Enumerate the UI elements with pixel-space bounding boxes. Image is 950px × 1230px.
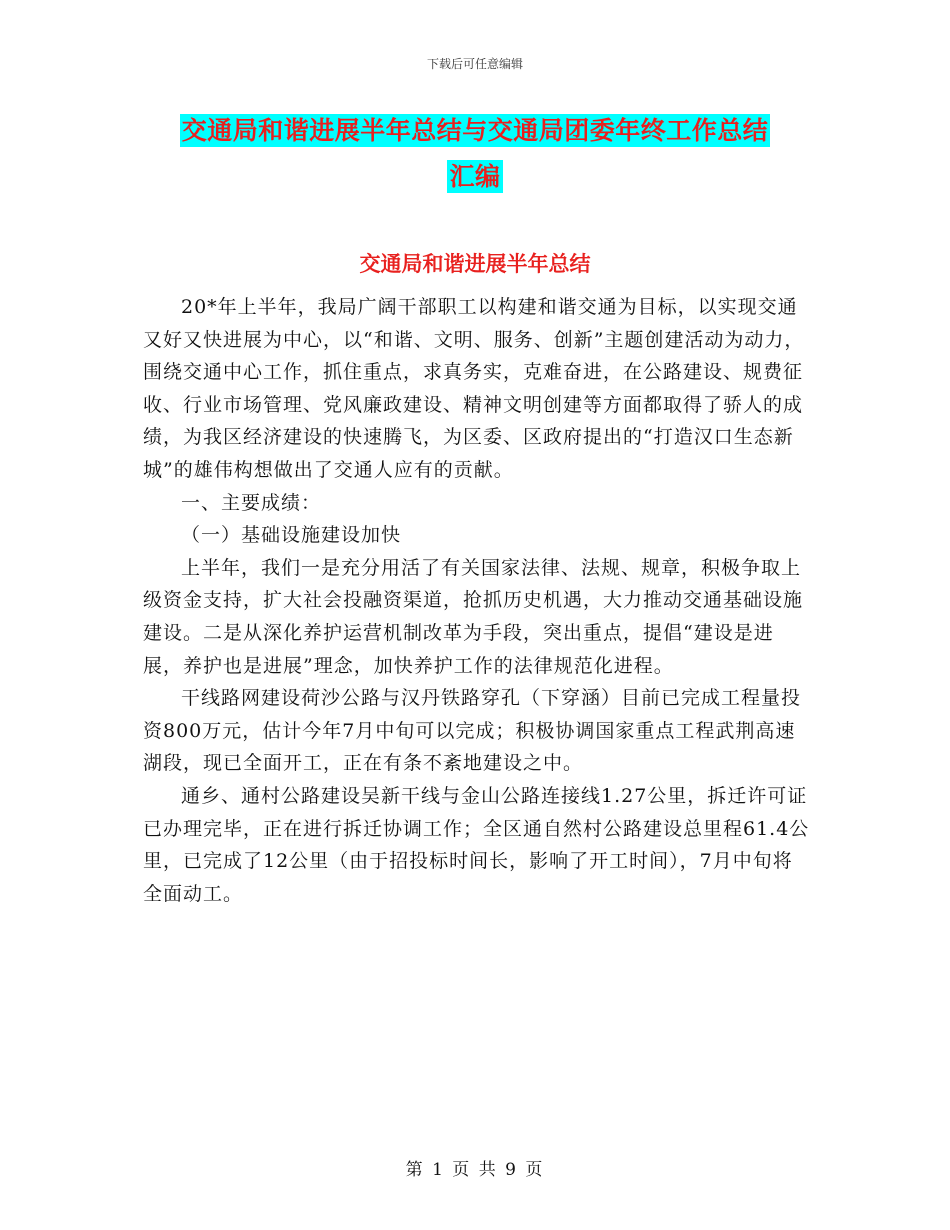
page-footer: 第 1 页 共 9 页 [405,1160,545,1180]
document-body [143,291,811,910]
subheading-infrastructure: （一）基础设施建设加快 [181,524,402,547]
paragraph-trunk-roads: 干线路网建设荷沙公路与汉丹铁路穿孔（下穿涵）目前已完成工程量投资800万元，估计今年7月中旬可以完成；积极协调国家重点工程武荆高速湖段，现已全面开工，正在有条不紊地建设之中。 [143,687,802,775]
paragraph-village-roads: 通乡、通村公路建设吴新干线与金山公路连接线1.27公里，拆迁许可证已办理完毕，正在进行拆迁协调工作；全区通自然村公路建设总里程61.4公里，已完成了12公里（由于招投标时间长，影响了开工时间），7月中旬将全面动工。 [143,784,810,905]
section-title: 交通局和谐进展半年总结 [359,252,591,276]
document-title [140,108,810,200]
page-header-note: 下载后可任意编辑 [426,57,523,71]
document-title-line1: 交通局和谐进展半年总结与交通局团委年终工作总结 [181,116,769,145]
paragraph-first-half: 上半年，我们一是充分用活了有关国家法律、法规、规章，积极争取上级资金支持，扩大社会投融资渠道，抢抓历史机遇，大力推动交通基础设施建设。二是从深化养护运营机制改革为手段，突出重点，提倡“建设是进展，养护也是进展”理念，加快养护工作的法律规范化进程。 [143,556,804,677]
paragraph-intro: 20*年上半年，我局广阔干部职工以构建和谐交通为目标，以实现交通又好又快进展为中心，以“和谐、文明、服务、创新”主题创建活动为动力，围绕交通中心工作，抓住重点，求真务实，克难奋进，在公路建设、规费征收、行业市场管理、党风廉政建设、精神文明创建等方面都取得了骄人的成绩，为我区经济建设的快速腾飞，为区委、区政府提出的“打造汉口生态新城”的雄伟构想做出了交通人应有的贡献。 [143,296,805,481]
document-title-line2: 汇编 [449,162,501,191]
heading-main-achievements: 一、主要成绩： [181,491,322,514]
